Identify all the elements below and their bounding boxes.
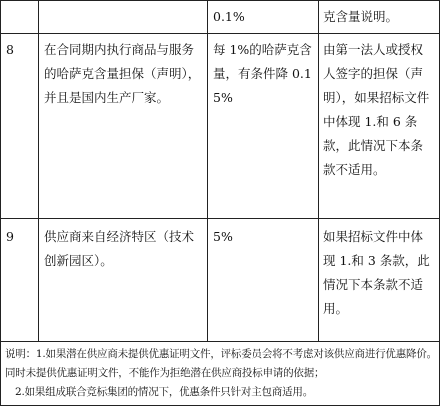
table-cell-discount: 每 1%的哈萨克含量，有条件降 0.15%	[213, 42, 312, 105]
column-divider	[318, 0, 319, 341]
note-line-2: 2.如果组成联合竞标集团的情况下，优惠条件只针对主包商适用。	[15, 386, 314, 398]
table-top-border	[0, 0, 440, 1]
table-cell-condition: 在合同期内执行商品与服务的哈萨克含量担保（声明），并且是国内生产厂家。	[44, 42, 201, 105]
table-cell-remark: 如果招标文件中体现 1.和 3 条款，此情况下本条款不适用。	[323, 229, 430, 316]
table-cell-id: 8	[6, 42, 14, 57]
table-left-border	[0, 0, 1, 406]
row-divider	[0, 33, 440, 34]
column-divider	[38, 0, 39, 341]
row-divider	[0, 218, 440, 219]
table-bottom-border	[0, 341, 440, 342]
page-bottom-border	[0, 405, 440, 406]
column-divider	[207, 0, 208, 341]
table-cell-id: 9	[6, 229, 14, 244]
table-cell-condition: 供应商来自经济特区（技术创新园区）。	[44, 229, 195, 268]
table-cell-remark: 克含量说明。	[323, 9, 399, 24]
note-line-1: 说明：1.如果潜在供应商未提供优惠证明文件，评标委员会将不考虑对该供应商进行优惠降价。同时未提供优惠证明文件，不能作为拒绝潜在供应商投标申请的依据；	[5, 348, 437, 379]
table-cell-discount: 0.1%	[213, 9, 245, 24]
notes-block	[5, 345, 437, 402]
table-cell-discount: 5%	[213, 229, 233, 244]
table-cell-remark: 由第一法人或授权人签字的担保（声明），如果招标文件中体现 1.和 6 条款，此情况下本条款不适用。	[323, 42, 430, 177]
